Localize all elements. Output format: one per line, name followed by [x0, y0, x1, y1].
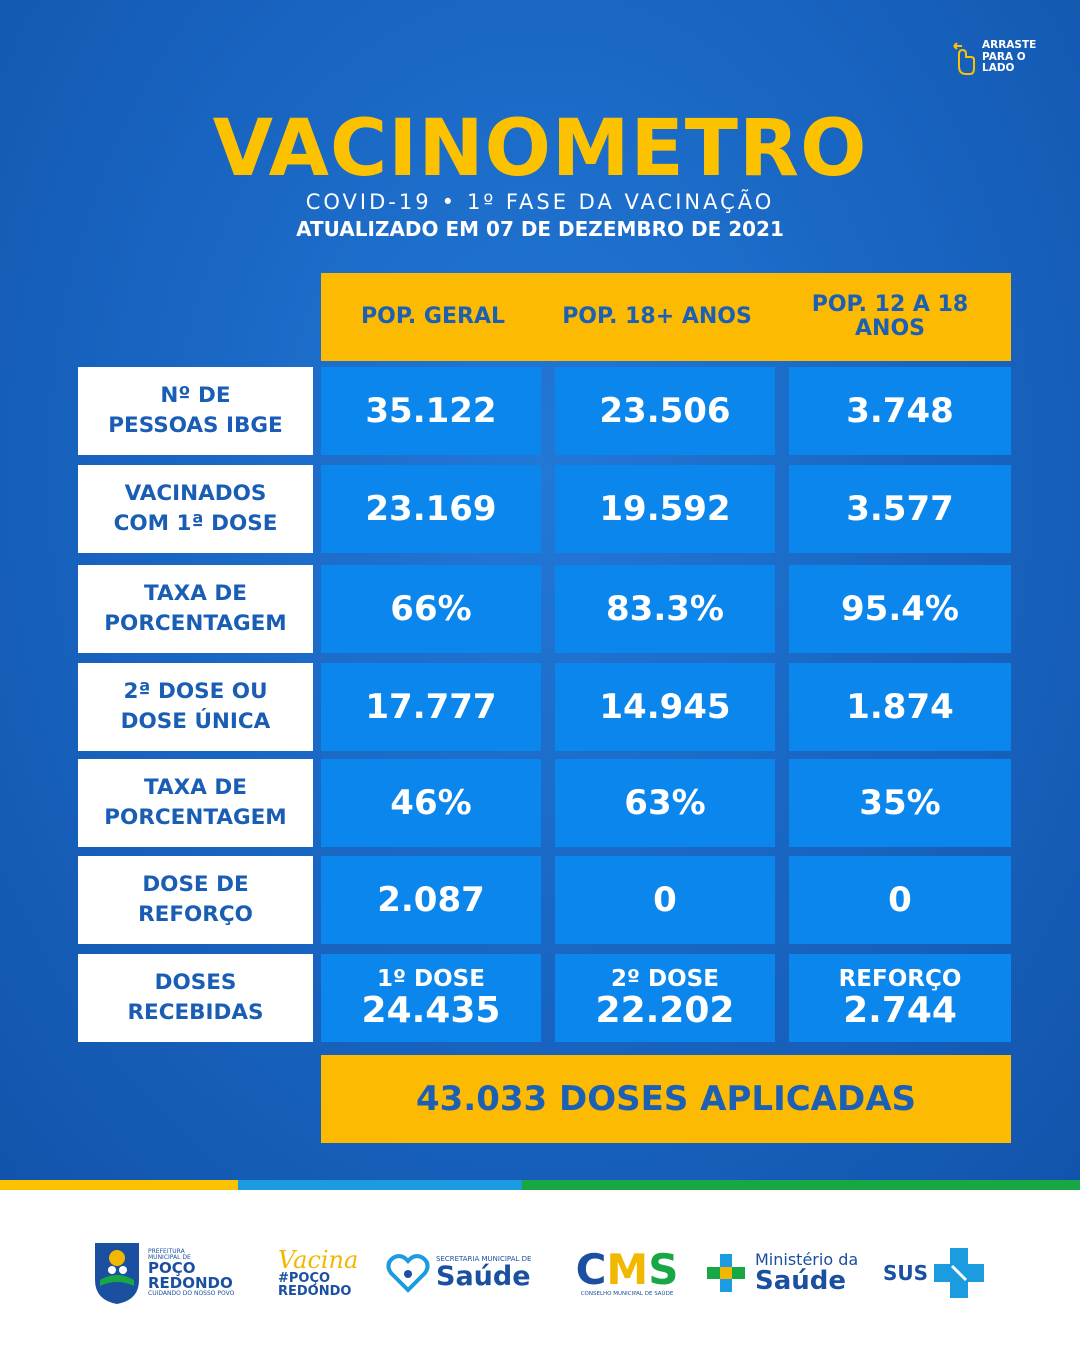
received-reforco [789, 954, 1011, 1042]
poco-line2: MUNICIPAL DE [148, 1254, 191, 1261]
column-header-12-18-line1: POP. 12 A 18 [811, 292, 969, 317]
column-header-18plus: POP. 18+ ANOS [562, 304, 752, 329]
row-label [78, 565, 313, 653]
received-2-dose [555, 954, 775, 1042]
value-12-18: 95.4% [789, 565, 1011, 653]
row-label [78, 663, 313, 751]
value-18plus: 23.506 [555, 367, 775, 455]
row-label-line2: PORCENTAGEM [104, 611, 287, 636]
swipe-hint [950, 40, 1042, 78]
value-geral: 46% [321, 759, 541, 847]
row-label-line2: DOSE ÚNICA [120, 709, 271, 734]
cms-letter-c: C [575, 1245, 607, 1294]
row-label-line1: TAXA DE [144, 581, 247, 606]
value-geral: 23.169 [321, 465, 541, 553]
subtitle-phase: 1º FASE DA VACINAÇÃO [466, 190, 775, 214]
value-12-18: 35% [789, 759, 1011, 847]
subtitle [0, 190, 1080, 214]
row-label-line2: REFORÇO [138, 902, 253, 927]
stripe-blue [238, 1180, 522, 1190]
ministerio-line2: Saúde [755, 1266, 847, 1296]
logo-poco-redondo [92, 1238, 272, 1308]
column-header-row [321, 273, 1011, 361]
swipe-text-1: ARRASTE [982, 39, 1037, 51]
row-label [78, 759, 313, 847]
ministerio-line1: Ministério da [755, 1250, 859, 1269]
heart-stethoscope-icon [386, 1252, 430, 1294]
received-value: 24.435 [361, 989, 501, 1031]
stripe-yellow [0, 1180, 238, 1190]
received-value: 2.744 [843, 989, 957, 1031]
value-geral: 35.122 [321, 367, 541, 455]
row-label [78, 856, 313, 944]
received-1-dose [321, 954, 541, 1042]
updated-date: ATUALIZADO EM 07 DE DEZEMBRO DE 2021 [296, 217, 784, 241]
poco-redondo-crest-icon [92, 1240, 142, 1306]
row-label-line1: DOSES [154, 970, 237, 995]
saude-line2: Saúde [436, 1261, 531, 1292]
row-label [78, 465, 313, 553]
received-name: 1º DOSE [377, 965, 485, 992]
value-12-18: 3.577 [789, 465, 1011, 553]
received-value: 22.202 [595, 989, 735, 1031]
value-18plus: 14.945 [555, 663, 775, 751]
column-header-12-18 [769, 293, 1011, 341]
row-label-line1: 2ª DOSE OU [123, 679, 268, 704]
vacina-script: Vacina [278, 1246, 359, 1274]
poco-line5: CUIDANDO DO NOSSO POVO [148, 1290, 235, 1297]
cms-subtitle: CONSELHO MUNICIPAL DE SAÚDE [580, 1291, 674, 1297]
logo-sus [883, 1238, 993, 1308]
poco-line3: POÇO [148, 1259, 196, 1277]
saude-line1: SECRETARIA MUNICIPAL DE [436, 1255, 532, 1263]
stripe-green [522, 1180, 1080, 1190]
swipe-text-2: PARA O [982, 50, 1026, 63]
column-header-12-18-line2: ANOS [855, 316, 925, 341]
ministerio-cross-icon [705, 1252, 747, 1294]
swipe-text-3: LADO [982, 62, 1015, 74]
page-title: VACINOMETRO [212, 104, 868, 194]
row-label-line2: RECEBIDAS [127, 1000, 264, 1025]
row-label [78, 367, 313, 455]
vacina-redondo: REDONDO [278, 1284, 352, 1299]
row-label-line1: DOSE DE [142, 872, 249, 897]
sus-text: SUS [883, 1261, 929, 1285]
row-label-line1: TAXA DE [144, 775, 247, 800]
value-12-18: 1.874 [789, 663, 1011, 751]
footer-logos [0, 1190, 1080, 1350]
total-doses-banner: 43.033 DOSES APLICADAS [321, 1055, 1011, 1143]
value-geral: 2.087 [321, 856, 541, 944]
logo-secretaria-saude [386, 1238, 551, 1308]
value-18plus: 19.592 [555, 465, 775, 553]
cms-letter-m: M [606, 1245, 649, 1294]
row-label-line2: COM 1ª DOSE [113, 511, 278, 536]
subtitle-covid: COVID-19 [305, 190, 432, 214]
row-label-line2: PORCENTAGEM [104, 805, 287, 830]
received-name: REFORÇO [838, 965, 962, 992]
subtitle-separator: • [441, 190, 457, 214]
value-18plus: 83.3% [555, 565, 775, 653]
poco-line4: REDONDO [148, 1274, 233, 1292]
sus-cross-icon [932, 1246, 986, 1300]
value-18plus: 0 [555, 856, 775, 944]
value-12-18: 3.748 [789, 367, 1011, 455]
poco-line1: PREFEITURA [148, 1248, 185, 1255]
swipe-hand-icon [950, 40, 976, 78]
value-geral: 66% [321, 565, 541, 653]
value-18plus: 63% [555, 759, 775, 847]
row-label-line2: PESSOAS IBGE [108, 413, 283, 438]
received-name: 2º DOSE [611, 965, 719, 992]
logo-ministerio-saude [705, 1238, 865, 1308]
value-12-18: 0 [789, 856, 1011, 944]
row-label-line1: VACINADOS [124, 481, 267, 506]
vacina-poco: #POÇO [278, 1271, 331, 1286]
cms-letter-s: S [648, 1245, 679, 1294]
column-header-geral: POP. GERAL [361, 304, 505, 329]
logo-vacina-poco-redondo [278, 1238, 383, 1308]
row-label [78, 954, 313, 1042]
value-geral: 17.777 [321, 663, 541, 751]
logo-cms [568, 1238, 686, 1308]
row-label-line1: Nº DE [160, 383, 231, 408]
